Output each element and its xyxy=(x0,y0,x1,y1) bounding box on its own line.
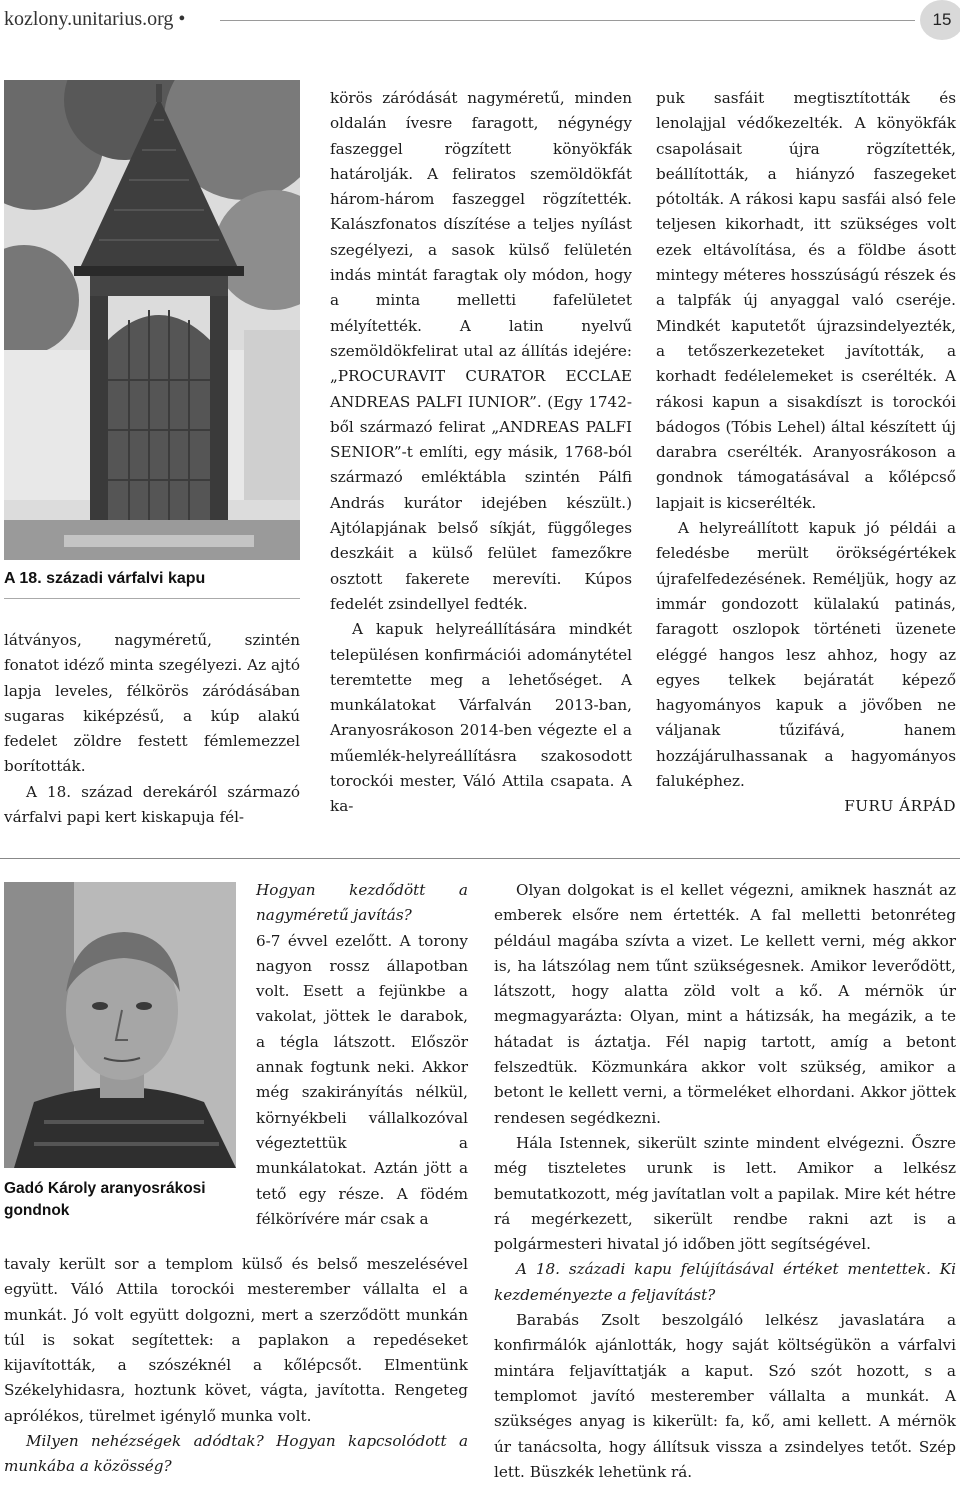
article-paragraph: A 18. század derekáról származó várfalvi papi kert kiskapuja fél- xyxy=(4,782,300,827)
caption-rule xyxy=(4,598,300,599)
article-paragraph: A helyreállított kapuk jó példái a feledésbe merült örökségértékek újrafelfedezésének. Reméljük, hogy az immár gondozott külalakú patinás, faragott oszlopok történeti üzenete eléggé hangos lesz ahhoz, hogy az egyes telkek bejáratát képező hagyományos kapuk a jövőben ne váljanak tűzifává, hanem hozzájárulhassanak a hagyományos faluképhez. xyxy=(656,519,956,791)
interview-answer: Barabás Zsolt beszolgáló lelkész javaslatára a konfirmálók ajánlották, hogy saját költségükön a várfalvi mintára feljavíttatják a kaput. Szó szót hozott, s a templomot javító mesterember vállalta a munkát. A szükséges anyag is kikerült: fa, kő, ami kellett. A mérnök úr tanácsolta, hogy állítsuk vissza a zsindelyes tetőt. Szép lett. Büszkék lehetünk rá. xyxy=(494,1311,956,1481)
article-paragraph: körös záródását nagyméretű, minden oldalán ívesre faragott, négynégy faszeggel rögzített könyökfák határolják. A feliratos szemöldökfát három-három faszeggel rögzítették. Kalászfonatos díszítése a teljes nyílást szegélyezi, a sasok külső felületén indás mintát faragtak oly módon, hogy a minta melletti fafelületet mélyítették. A latin nyelvű szemöldökfelirat utal az állítás idejére: „PROCURAVIT CURATOR ECCLAE ANDREAS PALFI IUNIOR”. (Egy 1742-ből származó felirat „ANDREAS PALFI SENIOR”-t említi, egy másik, 1768-ból származó emléktábla szintén Pálfi András kurátor idejében készült.) Ajtólapjának belső síkját, függőleges deszkáit a külső felület famezőkre osztott fakerete merevíti. Kúpos fedelét zsindellyel fedték. xyxy=(330,89,632,613)
interview-side-column xyxy=(256,878,468,1232)
header-rule xyxy=(220,20,915,21)
page-number: 15 xyxy=(920,0,960,40)
article-paragraph: puk sasfáit megtisztították és lenolajjal védőkezelték. A könyökfák csapolásait újra rögzítették, beállították, a hiányzó faszegeket pótolták. A rákosi kapu sasfái alsó fele teljesen kikorhadt, itt szükséges volt ezek eltávolítása, és a földbe ásott mintegy méteres hosszúságú részek és a talpfák új anyaggal való cseréje. Mindkét kaputetőt újrazsindelyezték, a tetőszerkezeteket javították, a korhadt fedélelemeket is cserélték. A rákosi kapun a sisakdíszt is torockói bádogos (Tóbis Lehel) által készített új darabra cserélték. Aranyosrákoson a gondnok támogatásával a kőlépcső lapjait is kicserélték. xyxy=(656,89,956,512)
gate-photo xyxy=(4,80,300,560)
section-divider xyxy=(0,858,960,859)
article-paragraph: látványos, nagyméretű, szintén fonatot idéző minta szegélyezi. Az ajtó lapja leveles, félkörös záródásában sugaras kiképzésű, a kúp alakú fedelet zöldre festett fémlemezzel borították. xyxy=(4,631,300,776)
interview-question: Hogyan kezdődött a nagyméretű javítás? xyxy=(256,881,468,925)
portrait-caption: Gadó Károly aranyosrákosi gondnok xyxy=(4,1180,206,1219)
article-paragraph: A kapuk helyreállítására mindkét településen konfirmációi adománytétel teremtette meg a lehetőséget. A munkálatokat Várfalván 2013-ban, Aranyosrákoson 2014-ben végezte el a műemlék-helyreállításra szakosodott torockói mester, Váló Attila csapata. A ka- xyxy=(330,620,632,816)
portrait-photo xyxy=(4,882,236,1168)
author-signature: FURU ÁRPÁD xyxy=(844,797,956,816)
gate-photo-caption: A 18. századi várfalvi kapu xyxy=(4,570,206,587)
article-column-2 xyxy=(330,86,632,820)
interview-answer: 6-7 évvel ezelőtt. A torony nagyon rossz állapotban volt. Esett a fejünkbe a vakolat, jöttek le darabok, a tégla látszott. Először annak fogtunk neki. Akkor még szakirányítás nélkül, környékbeli vállalkozóval végeztettük a munkálatokat. Aztán jött a tető egy része. A födém félkörívére már csak a xyxy=(256,931,468,1228)
interview-answer: Olyan dolgokat is el kellet végezni, amiknek hasznát az emberek elsőre nem értették. A fal melletti betonréteg például magába szívta a vizet. Le kellett verni, még akkor is, ha látszólag nem tűnt szükségesnek. Amikor leverődött, látszott, hogy alatta zöld volt a kő. A mérnök úr megmagyarázta: Olyan, mint a hátizsák, ha megázik, a te hátadat is áztatja. Fél napig tartott, amíg a betont felszedtük. Közmunkára akkor volt szükség, amikor a betont le kellett verni, a törmeléket elhordani. Akkor jöttek rendesen segédkezni. xyxy=(494,881,956,1127)
interview-question: A 18. századi kapu felújításával értéket mentettek. Ki kezdeményezte a feljavítást? xyxy=(494,1260,956,1304)
site-url: kozlony.unitarius.org • xyxy=(4,8,186,30)
interview-answer: Hála Istennek, sikerült szinte mindent elvégezni. Őszre még tiszteletes urunk is lett. Amikor a lelkész bemutatkozott, még javítatlan volt a papilak. Mire két hétre rá megérkezett, sikerült rendbe rakni azt is a polgármesteri hivatal jó időben jött segítségével. xyxy=(494,1133,956,1254)
interview-right-column xyxy=(494,878,956,1485)
article-column-3 xyxy=(656,86,956,820)
interview-full-column xyxy=(4,1252,468,1480)
interview-question: Milyen nehézségek adódtak? Hogyan kapcsolódott a munkába a közösség? xyxy=(4,1432,468,1476)
article-column-1 xyxy=(4,628,300,830)
interview-answer: tavaly került sor a templom külső és belső meszelésével együtt. Váló Attila torockói mesterember vállalta el a munkát. Jó volt együtt dolgozni, mert a szerződött munkán túl is sokat segítettek: a paplakon a repedéseket kijavították, a szószéknél a kőlépcsőt. Elmentünk Székelyhidasra, hoztunk követ, vágta, javította. Rengeteg aprólékos, türelmet igénylő munka volt. xyxy=(4,1255,468,1425)
